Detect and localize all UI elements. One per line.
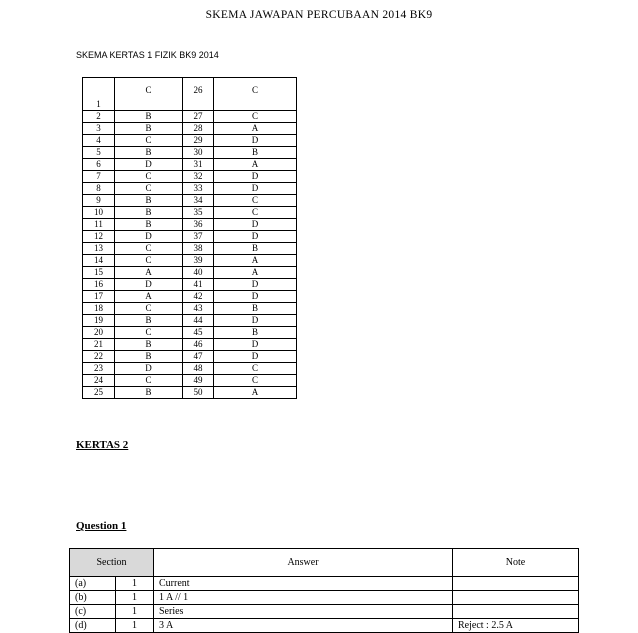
answer-letter: C	[214, 78, 297, 111]
question1-table	[69, 548, 579, 633]
table-row	[83, 207, 297, 219]
answer-letter: C	[115, 375, 183, 387]
table-row	[83, 351, 297, 363]
question-number: 16	[83, 279, 115, 291]
answer-cell: 3 A	[154, 619, 453, 633]
note-cell: Reject : 2.5 A	[453, 619, 579, 633]
question-number: 44	[183, 315, 214, 327]
question-number: 30	[183, 147, 214, 159]
table-row	[83, 339, 297, 351]
table-row	[83, 147, 297, 159]
question-number: 29	[183, 135, 214, 147]
question-number: 27	[183, 111, 214, 123]
question-number: 13	[83, 243, 115, 255]
question-number: 31	[183, 159, 214, 171]
answer-letter: A	[214, 255, 297, 267]
table-row	[83, 279, 297, 291]
question-number: 22	[83, 351, 115, 363]
answer-letter: C	[214, 195, 297, 207]
part-cell: (b)	[70, 591, 116, 605]
table-row	[83, 375, 297, 387]
answer-letter: C	[115, 183, 183, 195]
answer-letter: C	[115, 135, 183, 147]
question-number: 26	[183, 78, 214, 111]
answer-letter: C	[115, 243, 183, 255]
table-row	[83, 303, 297, 315]
answer-cell: Current	[154, 577, 453, 591]
answer-letter: B	[115, 387, 183, 399]
answer-letter: C	[214, 363, 297, 375]
question-number: 46	[183, 339, 214, 351]
table-row	[83, 111, 297, 123]
question-number: 41	[183, 279, 214, 291]
note-cell	[453, 577, 579, 591]
table-row	[83, 255, 297, 267]
marks-cell: 1	[116, 605, 154, 619]
answer-letter: A	[115, 267, 183, 279]
question-number: 49	[183, 375, 214, 387]
question1-heading: Question 1	[76, 520, 127, 532]
answer-letter: D	[214, 351, 297, 363]
answer-letter: D	[214, 291, 297, 303]
answer-letter: D	[214, 231, 297, 243]
question-number: 4	[83, 135, 115, 147]
table-row	[83, 171, 297, 183]
table-row	[83, 183, 297, 195]
question-number: 25	[83, 387, 115, 399]
question-number: 5	[83, 147, 115, 159]
table-row	[83, 135, 297, 147]
answer-letter: B	[115, 195, 183, 207]
answer-letter: D	[115, 279, 183, 291]
answer-letter: C	[115, 303, 183, 315]
question-number: 50	[183, 387, 214, 399]
question-number: 11	[83, 219, 115, 231]
question-number: 3	[83, 123, 115, 135]
question-number: 24	[83, 375, 115, 387]
table-row	[83, 327, 297, 339]
table-row	[83, 267, 297, 279]
question-number: 23	[83, 363, 115, 375]
question-number: 15	[83, 267, 115, 279]
question-number: 21	[83, 339, 115, 351]
answer-letter: D	[214, 171, 297, 183]
question-number: 1	[83, 78, 115, 111]
marks-cell: 1	[116, 577, 154, 591]
table-row	[70, 619, 579, 633]
answer-letter: C	[115, 255, 183, 267]
question-number: 35	[183, 207, 214, 219]
answer-letter: B	[115, 147, 183, 159]
question-number: 42	[183, 291, 214, 303]
answer-letter: C	[214, 375, 297, 387]
question-number: 17	[83, 291, 115, 303]
question-number: 33	[183, 183, 214, 195]
question-number: 32	[183, 171, 214, 183]
question-number: 8	[83, 183, 115, 195]
question-number: 38	[183, 243, 214, 255]
answer-letter: A	[214, 387, 297, 399]
table-row	[83, 363, 297, 375]
answer-letter: B	[115, 315, 183, 327]
answer-letter: A	[115, 291, 183, 303]
table-row	[70, 577, 579, 591]
question-number: 20	[83, 327, 115, 339]
question-number: 37	[183, 231, 214, 243]
answer-letter: B	[115, 351, 183, 363]
question-number: 18	[83, 303, 115, 315]
document-title: SKEMA JAWAPAN PERCUBAAN 2014 BK9	[205, 9, 433, 21]
answer-letter: B	[115, 219, 183, 231]
table-row	[83, 243, 297, 255]
answer-letter: D	[214, 315, 297, 327]
question-number: 47	[183, 351, 214, 363]
answer-letter: A	[214, 267, 297, 279]
answer-letter: C	[115, 171, 183, 183]
answer-letter: C	[115, 327, 183, 339]
note-header: Note	[453, 549, 579, 577]
answer-letter: B	[214, 147, 297, 159]
answer-letter: A	[214, 123, 297, 135]
question1-header-row	[70, 549, 579, 577]
answer-cell: 1 A // 1	[154, 591, 453, 605]
table-row	[83, 387, 297, 399]
answer-letter: B	[115, 111, 183, 123]
answer-letter: C	[214, 111, 297, 123]
marks-cell: 1	[116, 619, 154, 633]
table-row	[70, 605, 579, 619]
kertas1-answer-table	[82, 77, 297, 399]
question-number: 40	[183, 267, 214, 279]
question-number: 10	[83, 207, 115, 219]
kertas2-heading: KERTAS 2	[76, 439, 129, 451]
answer-letter: D	[214, 279, 297, 291]
question-number: 6	[83, 159, 115, 171]
answer-letter: D	[115, 159, 183, 171]
question-number: 7	[83, 171, 115, 183]
answer-letter: D	[214, 135, 297, 147]
question-number: 39	[183, 255, 214, 267]
table-row	[83, 219, 297, 231]
answer-cell: Series	[154, 605, 453, 619]
answer-letter: B	[214, 303, 297, 315]
section-header: Section	[70, 549, 154, 577]
part-cell: (d)	[70, 619, 116, 633]
question-number: 12	[83, 231, 115, 243]
question-number: 2	[83, 111, 115, 123]
part-cell: (c)	[70, 605, 116, 619]
answer-letter: D	[115, 363, 183, 375]
table-row	[83, 195, 297, 207]
table-row	[83, 123, 297, 135]
question-number: 48	[183, 363, 214, 375]
question-number: 19	[83, 315, 115, 327]
answer-header: Answer	[154, 549, 453, 577]
note-cell	[453, 605, 579, 619]
answer-letter: C	[214, 207, 297, 219]
answer-letter: D	[214, 219, 297, 231]
part-cell: (a)	[70, 577, 116, 591]
answer-letter: D	[115, 231, 183, 243]
kertas1-scheme-title: SKEMA KERTAS 1 FIZIK BK9 2014	[76, 50, 219, 60]
answer-letter: B	[214, 327, 297, 339]
marks-cell: 1	[116, 591, 154, 605]
question-number: 36	[183, 219, 214, 231]
table-row	[83, 291, 297, 303]
answer-letter: B	[214, 243, 297, 255]
table-row	[83, 315, 297, 327]
answer-letter: B	[115, 339, 183, 351]
note-cell	[453, 591, 579, 605]
table-row	[70, 591, 579, 605]
question-number: 14	[83, 255, 115, 267]
table-row	[83, 231, 297, 243]
table-row	[83, 159, 297, 171]
answer-letter: C	[115, 78, 183, 111]
question-number: 45	[183, 327, 214, 339]
answer-letter: D	[214, 339, 297, 351]
answer-letter: B	[115, 123, 183, 135]
table-row	[83, 78, 297, 111]
question-number: 43	[183, 303, 214, 315]
answer-letter: D	[214, 183, 297, 195]
question-number: 9	[83, 195, 115, 207]
question-number: 28	[183, 123, 214, 135]
question-number: 34	[183, 195, 214, 207]
answer-letter: B	[115, 207, 183, 219]
answer-letter: A	[214, 159, 297, 171]
